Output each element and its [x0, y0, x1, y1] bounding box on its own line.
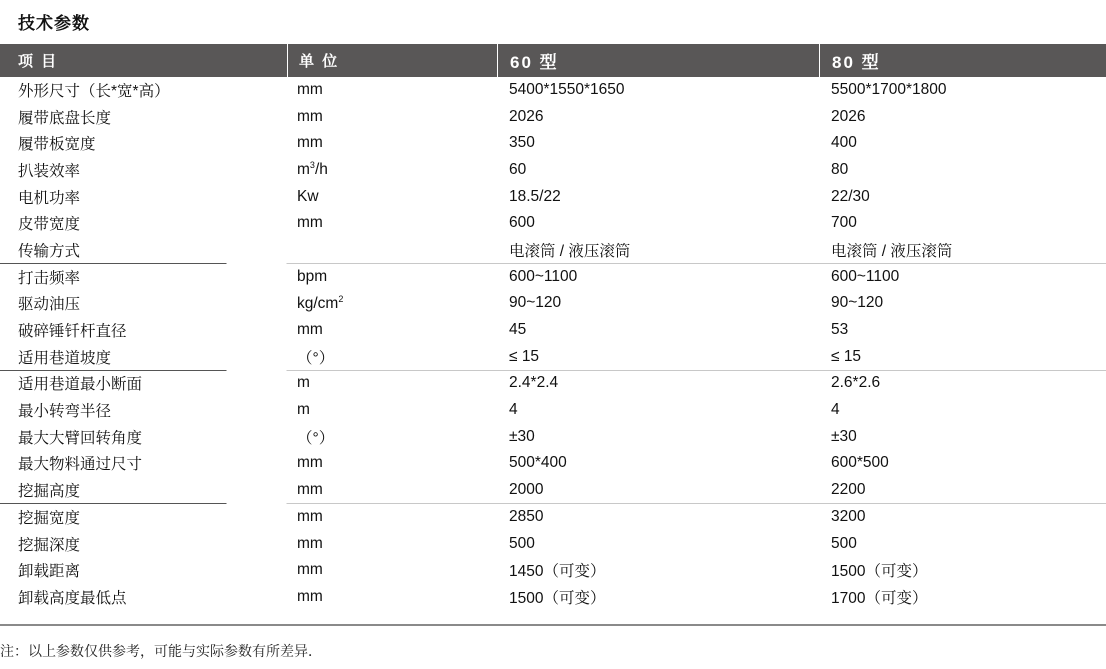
table-row [0, 104, 1106, 131]
row-value-60: 2.4*2.4 [509, 374, 559, 392]
row-unit: mm [297, 214, 323, 232]
row-item: 最大大臂回转角度 [18, 429, 143, 447]
row-unit: mm [297, 561, 323, 579]
row-item: 挖掘深度 [18, 536, 81, 554]
row-value-80: 53 [831, 321, 849, 339]
row-unit: $m^3/h$ [297, 160, 328, 179]
row-item: 皮带宽度 [18, 216, 81, 234]
table-row [0, 157, 1106, 184]
row-item: 打击频率 [18, 269, 81, 287]
row-item: 扒装效率 [18, 162, 81, 180]
table-row [0, 210, 1106, 237]
table-row [0, 531, 1106, 558]
row-value-80: 4 [831, 401, 840, 419]
row-item: 适用巷道坡度 [18, 349, 112, 367]
row-item: 最大物料通过尺寸 [18, 456, 143, 474]
row-value-60: 60 [509, 160, 527, 178]
table-row [0, 424, 1106, 451]
row-item: 驱动油压 [18, 296, 81, 314]
table-row [0, 264, 1106, 291]
row-value-80: 1500（可变） [831, 563, 928, 581]
row-value-60: 2000 [509, 481, 544, 499]
row-unit: mm [297, 534, 323, 552]
table-row [0, 397, 1106, 424]
row-value-60: 500*400 [509, 454, 567, 472]
row-value-80: 3200 [831, 507, 866, 525]
table-row [0, 557, 1106, 584]
header-model-60: 60 型 [497, 44, 819, 77]
row-value-60: 45 [509, 321, 527, 339]
row-item: 挖掘宽度 [18, 509, 81, 527]
table-row [0, 317, 1106, 344]
row-value-60: 5400*1550*1650 [509, 80, 625, 98]
row-value-60: 2026 [509, 107, 544, 125]
row-value-80: 1700（可变） [831, 589, 928, 607]
row-value-80: 2.6*2.6 [831, 374, 881, 392]
row-item: 履带底盘长度 [18, 109, 112, 127]
row-value-80: ±30 [831, 427, 857, 445]
row-unit: m [297, 374, 310, 392]
row-unit: mm [297, 481, 323, 499]
row-unit: bpm [297, 267, 328, 285]
table-header [0, 44, 1106, 77]
row-value-60: 90~120 [509, 294, 562, 312]
row-item: 挖掘高度 [18, 483, 81, 501]
row-item: 履带板宽度 [18, 136, 96, 154]
table-body [0, 77, 1106, 611]
table-bottom-rule [0, 624, 1106, 626]
table-row [0, 77, 1106, 104]
row-value-60: ±30 [509, 427, 535, 445]
row-value-60: 600 [509, 214, 535, 232]
row-unit: mm [297, 587, 323, 605]
row-item: 电机功率 [18, 189, 81, 207]
row-value-80: 80 [831, 160, 849, 178]
row-unit: Kw [297, 187, 319, 205]
row-value-80: 22/30 [831, 187, 870, 205]
row-value-60: 2850 [509, 507, 544, 525]
spec-table [0, 44, 1106, 611]
row-item: 卸载距离 [18, 563, 81, 581]
row-value-80: 700 [831, 214, 857, 232]
table-row [0, 291, 1106, 318]
table-row [0, 237, 1106, 264]
row-item: 外形尺寸（长*宽*高） [18, 82, 170, 100]
row-value-80: 500 [831, 534, 857, 552]
header-item: 项 目 [18, 53, 59, 70]
row-value-60: 4 [509, 401, 518, 419]
table-row [0, 584, 1106, 611]
page-title: 技术参数 [18, 14, 90, 33]
table-row [0, 477, 1106, 504]
row-item: 破碎锤钎杆直径 [18, 323, 127, 341]
row-value-60: 18.5/22 [509, 187, 561, 205]
row-unit: mm [297, 321, 323, 339]
footnote: 注：以上参数仅供参考，可能与实际参数有所差异． [0, 643, 322, 659]
row-value-60: 1500（可变） [509, 589, 606, 607]
row-value-80: 电滚筒 / 液压滚筒 [831, 242, 953, 260]
table-row [0, 184, 1106, 211]
row-value-80: 5500*1700*1800 [831, 80, 947, 98]
row-item: 卸载高度最低点 [18, 589, 127, 607]
row-value-80: 2026 [831, 107, 866, 125]
row-value-60: 500 [509, 534, 535, 552]
row-value-80: ≤ 15 [831, 347, 862, 365]
row-item: 传输方式 [18, 242, 81, 260]
row-unit: mm [297, 454, 323, 472]
row-unit: （°） [297, 349, 335, 367]
row-value-60: 电滚筒 / 液压滚筒 [509, 242, 631, 260]
row-value-80: 90~120 [831, 294, 884, 312]
row-unit: $kg/cm^2$ [297, 293, 344, 312]
table-row [0, 504, 1106, 531]
row-unit: （°） [297, 429, 335, 447]
row-unit: mm [297, 507, 323, 525]
table-row [0, 130, 1106, 157]
row-value-80: 600~1100 [831, 267, 900, 285]
row-value-80: 600*500 [831, 454, 889, 472]
header-model-80: 80 型 [819, 44, 1106, 77]
row-value-60: 600~1100 [509, 267, 578, 285]
row-unit: mm [297, 107, 323, 125]
row-unit: mm [297, 80, 323, 98]
row-unit: m [297, 401, 310, 419]
row-item: 适用巷道最小断面 [18, 376, 143, 394]
table-row [0, 344, 1106, 371]
row-value-80: 400 [831, 134, 857, 152]
row-item: 最小转弯半径 [18, 403, 112, 421]
row-value-60: 1450（可变） [509, 563, 606, 581]
table-row [0, 371, 1106, 398]
header-unit: 单 位 [287, 44, 497, 77]
row-value-80: 2200 [831, 481, 866, 499]
row-value-60: ≤ 15 [509, 347, 540, 365]
row-value-60: 350 [509, 134, 535, 152]
row-unit: mm [297, 134, 323, 152]
table-row [0, 451, 1106, 478]
